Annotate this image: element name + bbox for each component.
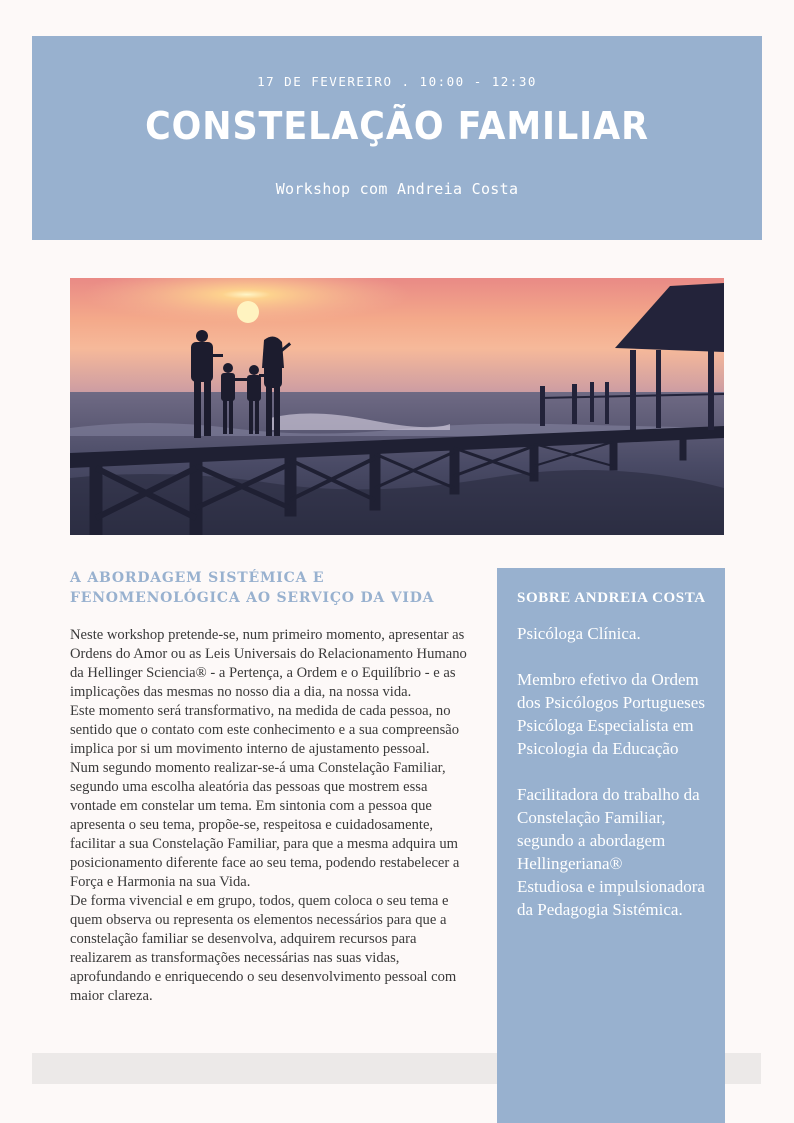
sidebar-line-5: Estudiosa e impulsionadora da Pedagogia Sistémica. (517, 877, 705, 919)
header-banner (32, 36, 762, 240)
page-title: CONSTELAÇÃO FAMILIAR (145, 104, 649, 148)
paragraph-2: Este momento será transformativo, na medida de cada pessoa, no sentido que o contato com este conhecimento e a sua compreensão implica por si um movimento interno de ajustamento pessoal. (70, 703, 460, 757)
sidebar-line-4: Facilitadora do trabalho da Constelação Familiar, segundo a abordagem Hellingeriana® (517, 785, 700, 873)
paragraph-4: De forma vivencial e em grupo, todos, quem coloca o seu tema e quem observa ou representa os elementos necessários para que a constelação familiar se desenvolva, adquirem recursos para realizarem as transformações necessárias nas suas vidas, aprofundando e enriquecendo o seu desenvolvimento pessoal com maior clareza. (70, 893, 457, 1004)
paragraph-1: Neste workshop pretende-se, num primeiro momento, apresentar as Ordens do Amor ou as Leis Universais do Relacionamento Humano da Hellinger Sciencia® - a Pertença, a Ordem e o Equilíbrio - e as implicações das mesmas no nosso dia a dia, na nossa vida. (70, 627, 467, 700)
sidebar-line-1: Psicóloga Clínica. (517, 624, 641, 643)
section-heading-line-1: A ABORDAGEM SISTÉMICA E (70, 570, 325, 586)
sidebar-title: SOBRE ANDREIA COSTA (517, 590, 706, 606)
hero-photo (70, 278, 724, 535)
section-heading-line-2: FENOMENOLÓGICA AO SERVIÇO DA VIDA (70, 590, 435, 606)
sidebar-body (517, 622, 717, 921)
page-subtitle: Workshop com Andreia Costa (275, 180, 519, 198)
section-heading (70, 568, 470, 608)
sidebar-line-3: Psicóloga Especialista em Psicologia da Educação (517, 716, 694, 758)
body-text (70, 626, 468, 1006)
paragraph-3: Num segundo momento realizar-se-á uma Constelação Familiar, segundo uma escolha aleatória das pessoas que mostrem essa vontade em constelar um tema. Em sintonia com a pessoa que apresenta o seu tema, propõe-se, respeitosa e cuidadosamente, facilitar a sua Constelação Familiar, para que a mesma adquira um posicionamento diferente face ao seu tema, podendo restabelecer a Força e Harmonia na sua Vida. (70, 760, 460, 890)
event-date: 17 DE FEVEREIRO . 10:00 - 12:30 (257, 74, 537, 89)
sidebar-line-2: Membro efetivo da Ordem dos Psicólogos Portugueses (517, 670, 705, 712)
about-sidebar (497, 568, 725, 1123)
